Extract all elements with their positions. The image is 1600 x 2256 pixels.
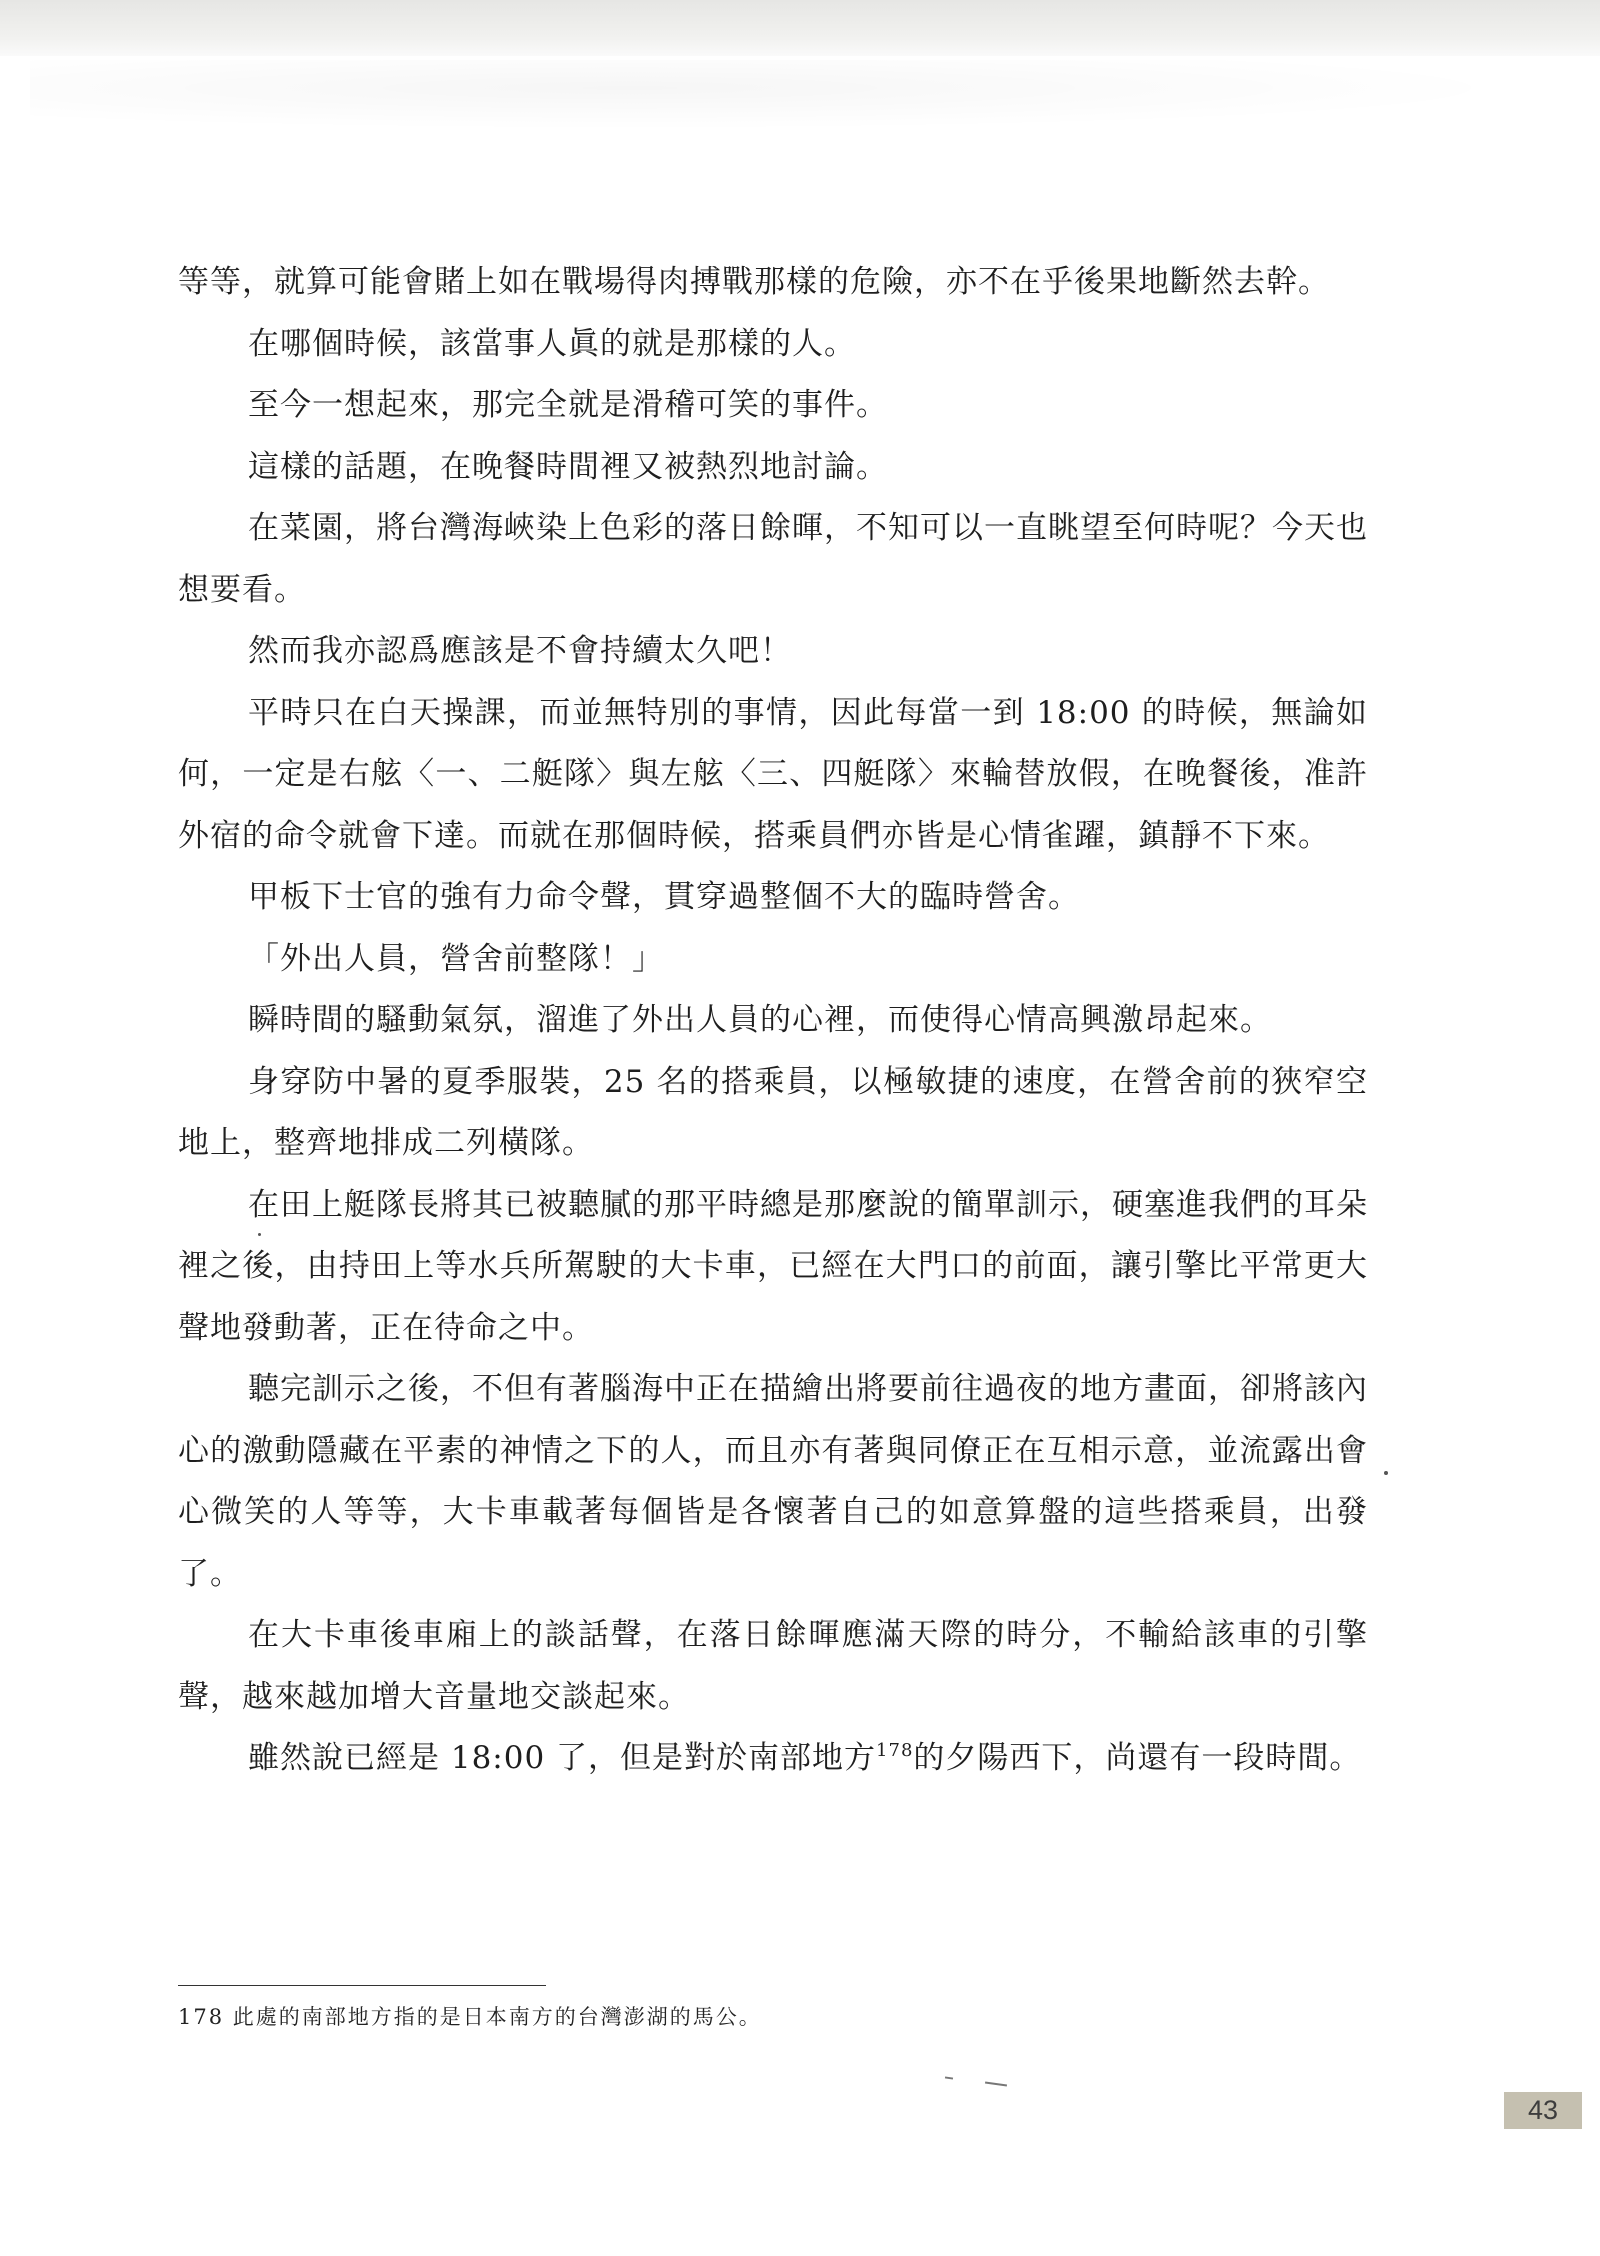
paragraph: 至今一想起來，那完全就是滑稽可笑的事件。: [248, 387, 888, 423]
footnote-reference[interactable]: 178: [876, 1740, 914, 1761]
footnote-divider: [178, 1985, 546, 1986]
paragraph-quote: 「外出人員，營舍前整隊！」: [248, 940, 664, 977]
scan-mark: [945, 2076, 953, 2079]
paragraph: 這樣的話題，在晚餐時間裡又被熱烈地討論。: [248, 448, 888, 485]
scan-top-shadow: [0, 0, 1600, 56]
paragraph: 在大卡車後車廂上的談話聲，在落日餘暉應滿天際的時分，不輸給該車的引擎聲，越來越加增大音量地交談起來。: [178, 1617, 1368, 1715]
paragraph-continued: 等等，就算可能會賭上如在戰場得肉搏戰那樣的危險，亦不在乎後果地斷然去幹。: [178, 264, 1330, 300]
paragraph: 瞬時間的騷動氣氛，溜進了外出人員的心裡，而使得心情高興激昂起來。: [248, 1002, 1272, 1038]
paragraph-text-after-ref: 的夕陽西下，尚還有一段時間。: [913, 1740, 1362, 1776]
paragraph-text-before-ref: 雖然說已經是 18:00 了，但是對於南部地方: [248, 1740, 877, 1776]
page-number: 43: [1504, 2092, 1582, 2129]
scan-speck: [258, 1233, 261, 1236]
paragraph: 然而我亦認爲應該是不會持續太久吧！: [248, 633, 792, 669]
paragraph: 在菜園，將台灣海峽染上色彩的落日餘暉，不知可以一直眺望至何時呢？今天也想要看。: [178, 510, 1368, 608]
paragraph: 在田上艇隊長將其已被聽膩的那平時總是那麼說的簡單訓示，硬塞進我們的耳朵裡之後，由持田上等水兵所駕駛的大卡車，已經在大門口的前面，讓引擎比平常更大聲地發動著，正在待命之中。: [178, 1186, 1368, 1346]
paragraph: 身穿防中暑的夏季服裝，25 名的搭乘員，以極敏捷的速度，在營舍前的狹窄空地上，整齊地排成二列橫隊。: [178, 1063, 1368, 1161]
scan-mark: [985, 2081, 1007, 2086]
scan-speck: [1384, 1471, 1388, 1475]
paragraph: 聽完訓示之後，不但有著腦海中正在描繪出將要前往過夜的地方畫面，卻將該內心的激動隱藏在平素的神情之下的人，而且亦有著與同僚正在互相示意，並流露出會心微笑的人等等，大卡車載著每個皆是各懷著自己的如意算盤的這些搭乘員，出發了。: [178, 1371, 1368, 1592]
paragraph: 平時只在白天操課，而並無特別的事情，因此每當一到 18:00 的時候，無論如何，一定是右舷〈一、二艇隊〉與左舷〈三、四艇隊〉來輪替放假，在晚餐後，准許外宿的命令就會下達。而就在那個時候，搭乘員們亦皆是心情雀躍，鎮靜不下來。: [178, 694, 1368, 854]
scan-smudge: [30, 60, 1530, 130]
footnote: 178 此處的南部地方指的是日本南方的台灣澎湖的馬公。: [178, 2005, 762, 2029]
page-body: [178, 252, 1368, 1790]
paragraph: 甲板下士官的強有力命令聲，貫穿過整個不大的臨時營舍。: [248, 879, 1080, 915]
paragraph: 在哪個時候，該當事人眞的就是那樣的人。: [248, 325, 856, 362]
paragraph-last: [178, 1728, 1368, 1790]
